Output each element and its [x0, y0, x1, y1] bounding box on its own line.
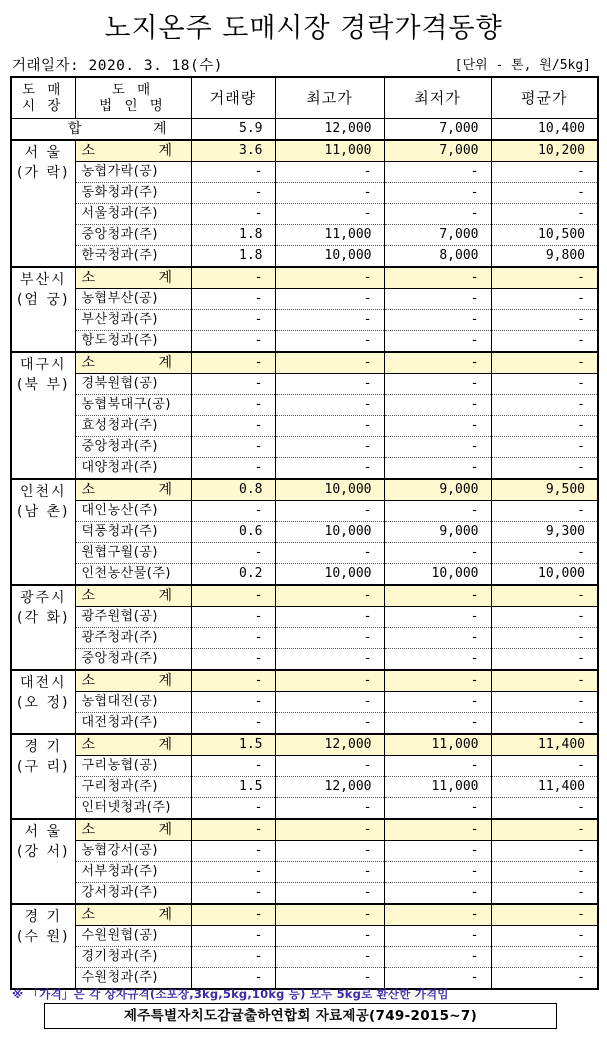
market-name [11, 904, 75, 989]
max-price-cell: - [275, 289, 384, 310]
table-row [11, 883, 598, 905]
header-min-price: 최저가 [384, 77, 491, 119]
firm-name: 구리청과(주) [75, 777, 191, 798]
volume-cell: - [191, 649, 275, 671]
avg-price-cell: - [491, 713, 598, 735]
table-row [11, 777, 598, 798]
min-price-cell: - [384, 756, 491, 777]
min-price-cell: - [384, 713, 491, 735]
firm-name: 수원원협(공) [75, 926, 191, 947]
firm-name: 인천농산물(주) [75, 564, 191, 586]
price-table [10, 76, 599, 990]
table-row [11, 395, 598, 416]
market-name [11, 585, 75, 670]
avg-price-cell: - [491, 883, 598, 905]
avg-price-cell: - [491, 395, 598, 416]
min-price-cell: - [384, 841, 491, 862]
subtotal-row [11, 140, 598, 162]
min-price-cell: - [384, 331, 491, 353]
market-city: 경 기 [24, 909, 62, 925]
max-price-cell: - [275, 947, 384, 968]
subtotal-avg-price: 9,500 [491, 479, 598, 501]
subtotal-avg-price: - [491, 352, 598, 374]
table-row [11, 543, 598, 564]
subtotal-volume: 1.5 [191, 734, 275, 756]
avg-price-cell: - [491, 501, 598, 522]
subtotal-min-price: - [384, 267, 491, 289]
max-price-cell: - [275, 204, 384, 225]
avg-price-cell: - [491, 947, 598, 968]
avg-price-cell: 10,500 [491, 225, 598, 246]
max-price-cell: - [275, 374, 384, 395]
min-price-cell: - [384, 416, 491, 437]
min-price-cell: - [384, 204, 491, 225]
firm-name: 부산청과(주) [75, 310, 191, 331]
min-price-cell: - [384, 395, 491, 416]
avg-price-cell: - [491, 756, 598, 777]
max-price-cell: - [275, 649, 384, 671]
market-district: (엄 궁) [17, 292, 70, 308]
firm-name: 광주원협(공) [75, 607, 191, 628]
subtotal-label: 소 계 [75, 140, 191, 162]
avg-price-cell: 11,400 [491, 777, 598, 798]
market-district: (구 리) [17, 759, 70, 775]
min-price-cell: - [384, 692, 491, 713]
subtotal-row [11, 819, 598, 841]
market-city: 대구시 [19, 357, 67, 373]
max-price-cell: - [275, 926, 384, 947]
max-price-cell: 10,000 [275, 564, 384, 586]
avg-price-cell: - [491, 458, 598, 480]
table-row [11, 862, 598, 883]
max-price-cell: - [275, 968, 384, 990]
header-max-price: 최고가 [275, 77, 384, 119]
table-row [11, 331, 598, 353]
subtotal-max-price: 10,000 [275, 479, 384, 501]
trade-date: 거래일자: 2020. 3. 18(수) [12, 58, 223, 74]
avg-price-cell: - [491, 374, 598, 395]
max-price-cell: - [275, 841, 384, 862]
subtotal-min-price: - [384, 670, 491, 692]
total-row [11, 119, 598, 141]
market-city: 광주시 [19, 590, 67, 606]
table-row [11, 522, 598, 543]
subtotal-label: 소 계 [75, 734, 191, 756]
volume-cell: - [191, 692, 275, 713]
min-price-cell: 8,000 [384, 246, 491, 268]
firm-name: 중앙청과(주) [75, 437, 191, 458]
market-name [11, 267, 75, 352]
min-price-cell: 10,000 [384, 564, 491, 586]
min-price-cell: - [384, 628, 491, 649]
avg-price-cell: - [491, 628, 598, 649]
avg-price-cell: - [491, 968, 598, 990]
volume-cell: - [191, 310, 275, 331]
subtotal-avg-price: 10,200 [491, 140, 598, 162]
market-name [11, 819, 75, 904]
max-price-cell: 10,000 [275, 522, 384, 543]
max-price-cell: - [275, 862, 384, 883]
page-title: 노지온주 도매시장 경락가격동향 [104, 13, 503, 44]
firm-name: 경북원협(공) [75, 374, 191, 395]
total-avg-price: 10,400 [491, 119, 598, 141]
volume-cell: - [191, 183, 275, 204]
firm-name: 항도청과(주) [75, 331, 191, 353]
subtotal-avg-price: - [491, 670, 598, 692]
total-max-price: 12,000 [275, 119, 384, 141]
subtotal-label: 소 계 [75, 267, 191, 289]
total-volume: 5.9 [191, 119, 275, 141]
min-price-cell: 11,000 [384, 777, 491, 798]
max-price-cell: - [275, 501, 384, 522]
market-name [11, 140, 75, 267]
subtotal-avg-price: - [491, 904, 598, 926]
market-district: (각 화) [17, 610, 70, 626]
max-price-cell: - [275, 395, 384, 416]
min-price-cell: - [384, 798, 491, 820]
subtotal-avg-price: - [491, 819, 598, 841]
header-firm: 도 매 법 인 명 [75, 77, 191, 119]
table-row [11, 437, 598, 458]
table-row [11, 607, 598, 628]
max-price-cell: 11,000 [275, 225, 384, 246]
volume-cell: - [191, 713, 275, 735]
avg-price-cell: 9,300 [491, 522, 598, 543]
market-district: (오 정) [17, 695, 70, 711]
volume-cell: - [191, 862, 275, 883]
max-price-cell: - [275, 162, 384, 183]
subtotal-row [11, 479, 598, 501]
table-row [11, 374, 598, 395]
min-price-cell: - [384, 926, 491, 947]
table-row [11, 649, 598, 671]
min-price-cell: - [384, 543, 491, 564]
subtotal-max-price: - [275, 904, 384, 926]
firm-name: 광주청과(주) [75, 628, 191, 649]
unit-label: [단위 - 톤, 원/5kg] [454, 58, 591, 73]
subtotal-row [11, 904, 598, 926]
avg-price-cell: - [491, 841, 598, 862]
subtotal-row [11, 352, 598, 374]
subtotal-label: 소 계 [75, 819, 191, 841]
avg-price-cell: - [491, 162, 598, 183]
table-row [11, 225, 598, 246]
min-price-cell: - [384, 607, 491, 628]
subtotal-max-price: - [275, 352, 384, 374]
market-name [11, 734, 75, 819]
header-market: 도 매 시 장 [11, 77, 75, 119]
max-price-cell: - [275, 756, 384, 777]
table-row [11, 692, 598, 713]
table-row [11, 289, 598, 310]
subtotal-label: 소 계 [75, 352, 191, 374]
firm-name: 경기청과(주) [75, 947, 191, 968]
firm-name: 수원청과(주) [75, 968, 191, 990]
firm-name: 원협구월(공) [75, 543, 191, 564]
min-price-cell: - [384, 289, 491, 310]
subtotal-min-price: - [384, 904, 491, 926]
firm-name: 농협북대구(공) [75, 395, 191, 416]
firm-name: 중앙청과(주) [75, 225, 191, 246]
firm-name: 동화청과(주) [75, 183, 191, 204]
market-district: (북 부) [17, 377, 70, 393]
table-row [11, 458, 598, 480]
avg-price-cell: - [491, 607, 598, 628]
firm-name: 농협대전(공) [75, 692, 191, 713]
subtotal-volume: 3.6 [191, 140, 275, 162]
table-row [11, 183, 598, 204]
subtotal-avg-price: - [491, 267, 598, 289]
avg-price-cell: - [491, 798, 598, 820]
volume-cell: - [191, 331, 275, 353]
subtotal-min-price: - [384, 819, 491, 841]
min-price-cell: 9,000 [384, 522, 491, 543]
volume-cell: - [191, 756, 275, 777]
table-row [11, 204, 598, 225]
market-name [11, 479, 75, 585]
volume-cell: - [191, 798, 275, 820]
subtotal-volume: - [191, 670, 275, 692]
volume-cell: - [191, 883, 275, 905]
max-price-cell: - [275, 798, 384, 820]
volume-cell: - [191, 289, 275, 310]
table-row [11, 628, 598, 649]
firm-name: 강서청과(주) [75, 883, 191, 905]
max-price-cell: - [275, 416, 384, 437]
firm-name: 대전청과(주) [75, 713, 191, 735]
min-price-cell: - [384, 162, 491, 183]
table-row [11, 756, 598, 777]
min-price-cell: - [384, 310, 491, 331]
subtotal-volume: - [191, 585, 275, 607]
max-price-cell: - [275, 331, 384, 353]
table-row [11, 246, 598, 268]
table-row [11, 564, 598, 586]
market-city: 인천시 [19, 484, 67, 500]
subtotal-label: 소 계 [75, 585, 191, 607]
volume-cell: - [191, 968, 275, 990]
volume-cell: - [191, 947, 275, 968]
max-price-cell: - [275, 437, 384, 458]
volume-cell: - [191, 162, 275, 183]
subtotal-min-price: - [384, 352, 491, 374]
subtotal-min-price: 11,000 [384, 734, 491, 756]
market-district: (가 락) [17, 165, 70, 181]
subtotal-max-price: - [275, 670, 384, 692]
header-avg-price: 평균가 [491, 77, 598, 119]
min-price-cell: - [384, 501, 491, 522]
table-row [11, 841, 598, 862]
subtotal-max-price: - [275, 267, 384, 289]
avg-price-cell: - [491, 183, 598, 204]
firm-name: 인터넷청과(주) [75, 798, 191, 820]
avg-price-cell: - [491, 331, 598, 353]
subtotal-avg-price: - [491, 585, 598, 607]
avg-price-cell: - [491, 204, 598, 225]
table-row [11, 947, 598, 968]
firm-name: 서부청과(주) [75, 862, 191, 883]
avg-price-cell: - [491, 926, 598, 947]
market-city: 경 기 [24, 739, 62, 755]
subtotal-max-price: 11,000 [275, 140, 384, 162]
subtotal-max-price: 12,000 [275, 734, 384, 756]
table-row [11, 310, 598, 331]
subtotal-volume: - [191, 352, 275, 374]
firm-name: 농협강서(공) [75, 841, 191, 862]
avg-price-cell: 9,800 [491, 246, 598, 268]
avg-price-cell: - [491, 310, 598, 331]
subtotal-volume: 0.8 [191, 479, 275, 501]
firm-name: 한국청과(주) [75, 246, 191, 268]
price-note: ※ 「가격」은 각 상자규격(소포장,3kg,5kg,10kg 등) 모두 5kg로 환산한 가격임 [12, 987, 449, 1001]
market-city: 서 울 [24, 824, 62, 840]
firm-name: 대인농산(주) [75, 501, 191, 522]
subtotal-row [11, 267, 598, 289]
min-price-cell: - [384, 649, 491, 671]
volume-cell: - [191, 501, 275, 522]
subtotal-volume: - [191, 904, 275, 926]
volume-cell: - [191, 395, 275, 416]
table-row [11, 713, 598, 735]
subtotal-avg-price: 11,400 [491, 734, 598, 756]
max-price-cell: - [275, 183, 384, 204]
subtotal-min-price: 7,000 [384, 140, 491, 162]
market-city: 대전시 [19, 675, 67, 691]
subtotal-min-price: - [384, 585, 491, 607]
volume-cell: - [191, 374, 275, 395]
header-row [11, 77, 598, 119]
min-price-cell: 7,000 [384, 225, 491, 246]
market-district: (남 촌) [17, 504, 70, 520]
min-price-cell: - [384, 947, 491, 968]
subtotal-max-price: - [275, 585, 384, 607]
volume-cell: - [191, 458, 275, 480]
firm-name: 농협부산(공) [75, 289, 191, 310]
market-city: 서 울 [24, 145, 62, 161]
subtotal-row [11, 585, 598, 607]
table-row [11, 798, 598, 820]
max-price-cell: - [275, 628, 384, 649]
firm-name: 서울청과(주) [75, 204, 191, 225]
min-price-cell: - [384, 968, 491, 990]
min-price-cell: - [384, 883, 491, 905]
subtotal-label: 소 계 [75, 479, 191, 501]
volume-cell: - [191, 841, 275, 862]
subtotal-label: 소 계 [75, 670, 191, 692]
min-price-cell: - [384, 862, 491, 883]
volume-cell: - [191, 416, 275, 437]
max-price-cell: - [275, 543, 384, 564]
max-price-cell: - [275, 883, 384, 905]
avg-price-cell: - [491, 862, 598, 883]
table-row [11, 416, 598, 437]
subtotal-label: 소 계 [75, 904, 191, 926]
subtotal-volume: - [191, 267, 275, 289]
volume-cell: - [191, 204, 275, 225]
volume-cell: - [191, 543, 275, 564]
market-city: 부산시 [19, 272, 67, 288]
max-price-cell: 12,000 [275, 777, 384, 798]
market-name [11, 352, 75, 479]
firm-name: 농협가락(공) [75, 162, 191, 183]
avg-price-cell: - [491, 416, 598, 437]
volume-cell: 1.8 [191, 246, 275, 268]
volume-cell: - [191, 628, 275, 649]
firm-name: 효성청과(주) [75, 416, 191, 437]
volume-cell: - [191, 437, 275, 458]
total-label: 합 계 [11, 119, 191, 141]
table-row [11, 926, 598, 947]
header-volume: 거래량 [191, 77, 275, 119]
firm-name: 구리농협(공) [75, 756, 191, 777]
subtotal-row [11, 670, 598, 692]
min-price-cell: - [384, 437, 491, 458]
avg-price-cell: - [491, 649, 598, 671]
avg-price-cell: - [491, 289, 598, 310]
max-price-cell: - [275, 713, 384, 735]
avg-price-cell: - [491, 692, 598, 713]
subtotal-volume: - [191, 819, 275, 841]
volume-cell: 1.5 [191, 777, 275, 798]
total-min-price: 7,000 [384, 119, 491, 141]
volume-cell: - [191, 607, 275, 628]
volume-cell: 1.8 [191, 225, 275, 246]
avg-price-cell: 10,000 [491, 564, 598, 586]
firm-name: 대양청과(주) [75, 458, 191, 480]
max-price-cell: - [275, 692, 384, 713]
max-price-cell: - [275, 607, 384, 628]
data-source: 제주특별자치도감귤출하연합회 자료제공(749-2015~7) [44, 1003, 557, 1029]
firm-name: 중앙청과(주) [75, 649, 191, 671]
market-district: (수 원) [17, 929, 70, 945]
min-price-cell: - [384, 374, 491, 395]
avg-price-cell: - [491, 437, 598, 458]
volume-cell: 0.6 [191, 522, 275, 543]
min-price-cell: - [384, 458, 491, 480]
subtotal-row [11, 734, 598, 756]
volume-cell: - [191, 926, 275, 947]
subtotal-min-price: 9,000 [384, 479, 491, 501]
subtotal-max-price: - [275, 819, 384, 841]
volume-cell: 0.2 [191, 564, 275, 586]
max-price-cell: - [275, 310, 384, 331]
firm-name: 덕풍청과(주) [75, 522, 191, 543]
min-price-cell: - [384, 183, 491, 204]
max-price-cell: 10,000 [275, 246, 384, 268]
table-row [11, 501, 598, 522]
max-price-cell: - [275, 458, 384, 480]
market-district: (강 서) [17, 844, 70, 860]
avg-price-cell: - [491, 543, 598, 564]
market-name [11, 670, 75, 734]
table-row [11, 162, 598, 183]
